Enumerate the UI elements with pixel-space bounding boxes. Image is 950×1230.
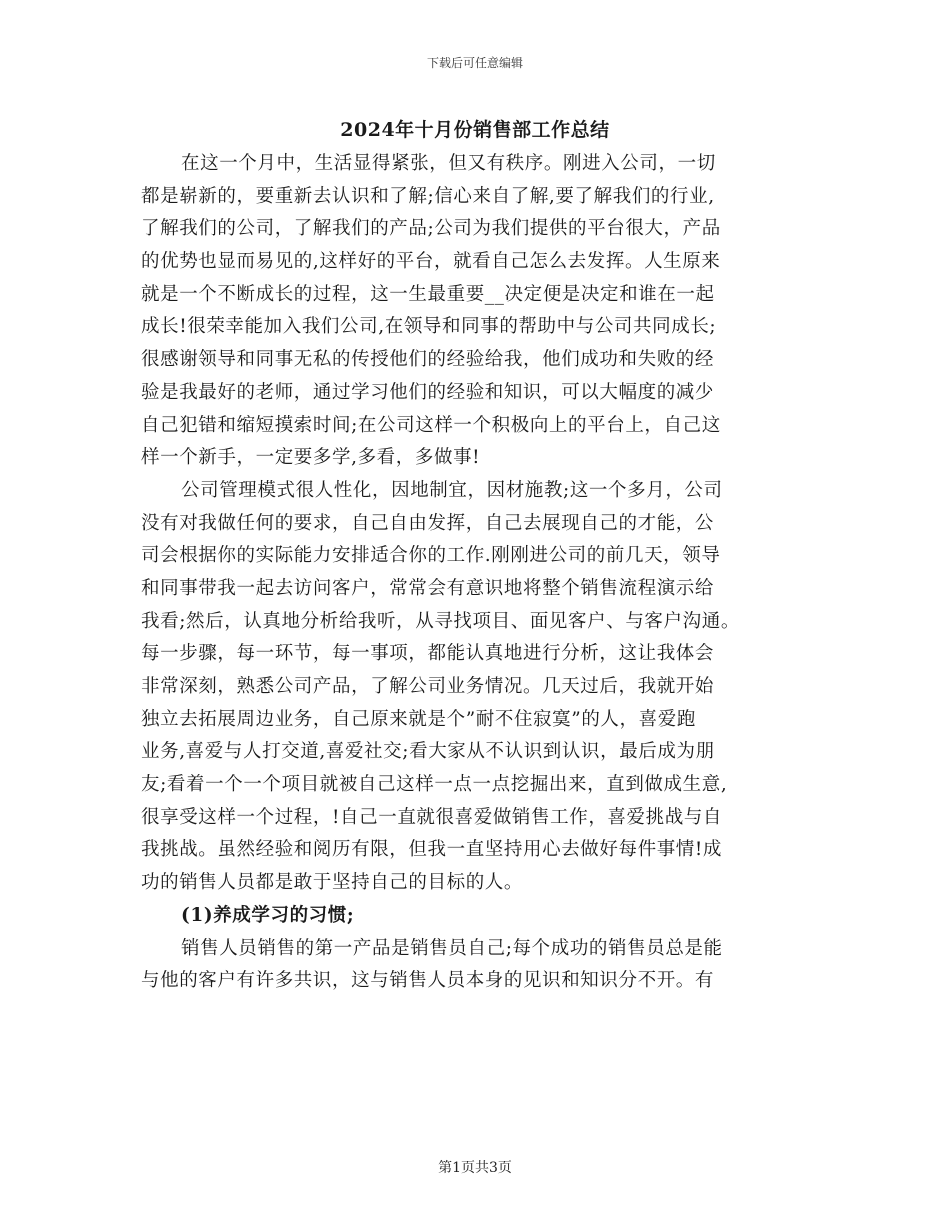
paragraph-line: 非常深刻，熟悉公司产品，了解公司业务情况。几天过后，我就开始 [141, 676, 715, 697]
paragraph-line: 了解我们的公司，了解我们的产品;公司为我们提供的平台很大，产品 [141, 218, 721, 240]
paragraph-line: 独立去拓展周边业务，自己原来就是个”耐不住寂寞”的人，喜爱跑 [141, 708, 696, 730]
paragraph-line: 业务,喜爱与人打交道,喜爱社交;看大家从不认识到认识，最后成为朋 [141, 741, 715, 763]
paragraph-line: 销售人员销售的第一产品是销售员自己;每个成功的销售员总是能 [181, 937, 723, 959]
paragraph-line: 就是一个不断成长的过程，这一生最重要__决定便是决定和谁在一起 [141, 283, 715, 305]
paragraph-line: 和同事带我一起去访问客户，常常会有意识地将整个销售流程演示给 [141, 577, 715, 599]
paragraph-line: 我挑战。虽然经验和阅历有限，但我一直坚持用心去做好每件事情!成 [141, 839, 723, 861]
document-title: 2024年十月份销售部工作总结 [340, 119, 610, 141]
paragraph-line: 都是崭新的，要重新去认识和了解;信心来自了解,要了解我们的行业, [141, 185, 715, 207]
paragraph-line: 每一步骤，每一环节，每一事项，都能认真地进行分析，这让我体会 [141, 643, 715, 665]
header-note: 下载后可任意编辑 [426, 56, 523, 70]
paragraph-line: 验是我最好的老师，通过学习他们的经验和知识，可以大幅度的减少 [141, 381, 715, 403]
section-heading: (1)养成学习的习惯; [181, 904, 355, 926]
paragraph-line: 没有对我做任何的要求，自己自由发挥，自己去展现自己的才能，公 [141, 512, 715, 534]
paragraph-line: 样一个新手，一定要多学,多看，多做事! [141, 447, 481, 469]
paragraph-line: 功的销售人员都是敢于坚持自己的目标的人。 [141, 872, 524, 894]
page-number: 第1页共3页 [438, 1160, 512, 1176]
paragraph-line: 我看;然后，认真地分析给我听，从寻找项目、面见客户、与客户沟通。 [141, 610, 740, 632]
paragraph-line: 与他的客户有许多共识，这与销售人员本身的见识和知识分不开。有 [141, 970, 715, 992]
paragraph-line: 很感谢领导和同事无私的传授他们的经验给我，他们成功和失败的经 [141, 349, 715, 371]
paragraph-line: 公司管理模式很人性化，因地制宜，因材施教;这一个多月，公司 [181, 479, 723, 501]
paragraph-line: 成长!很荣幸能加入我们公司,在领导和同事的帮助中与公司共同成长; [141, 316, 717, 338]
paragraph-line: 友;看着一个一个项目就被自己这样一点一点挖掘出来，直到做成生意, [141, 774, 728, 796]
paragraph-line: 的优势也显而易见的,这样好的平台，就看自己怎么去发挥。人生原来 [141, 251, 721, 273]
paragraph-line: 很享受这样一个过程，!自己一直就很喜爱做销售工作，喜爱挑战与自 [141, 806, 723, 828]
paragraph-line: 司会根据你的实际能力安排适合你的工作.刚刚进公司的前几天，领导 [141, 545, 721, 567]
paragraph-line: 自己犯错和缩短摸索时间;在公司这样一个积极向上的平台上，自己这 [141, 414, 721, 436]
document-body [141, 148, 813, 998]
paragraph-line: 在这一个月中，生活显得紧张，但又有秩序。刚进入公司，一切 [181, 153, 716, 174]
